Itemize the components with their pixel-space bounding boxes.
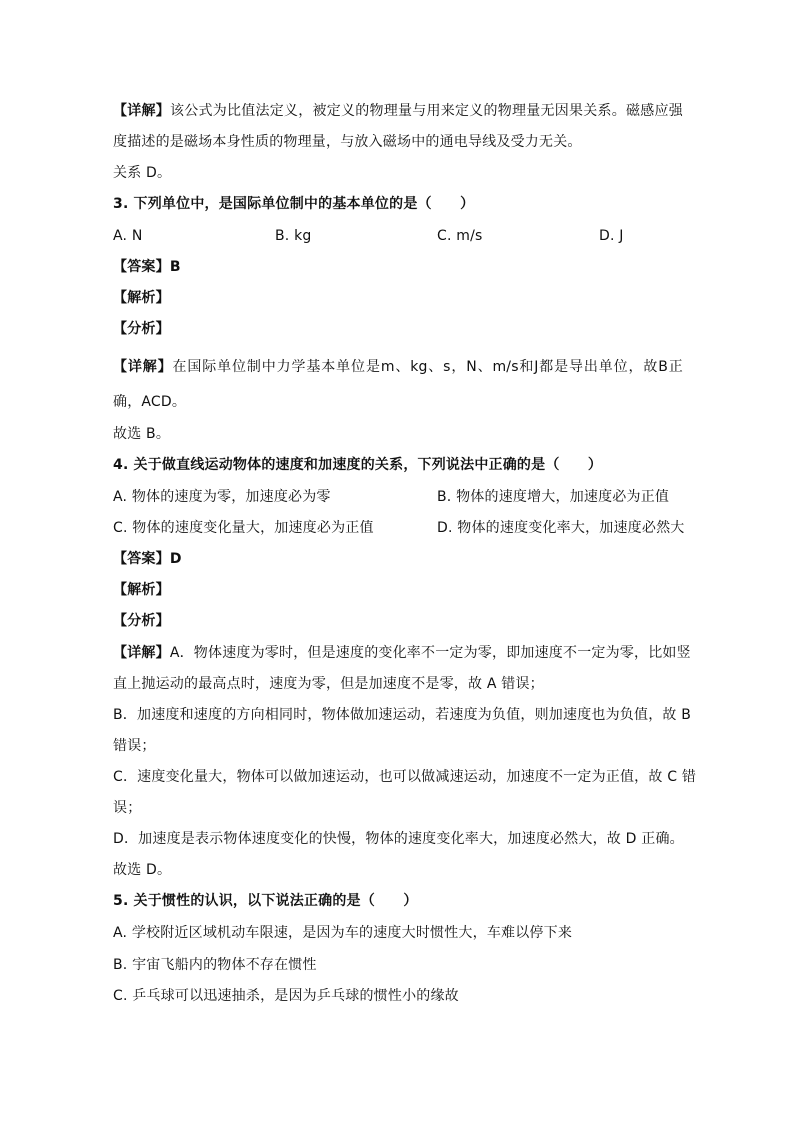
q3-detail-text-1: 在国际单位制中力学基本单位是m、kg、s，N、m/s和J都是导出单位，故B正 [172, 359, 683, 375]
q4-stem: 4. 关于做直线运动物体的速度和加速度的关系，下列说法中正确的是（ ） [113, 457, 603, 473]
q4-analysis-tag: 【解析】 [113, 582, 170, 598]
q4-detail-a-line-1 [113, 645, 691, 661]
q4-detail-c-line-2: 误； [113, 800, 142, 816]
q2-detail-tag: 【详解】 [113, 103, 171, 119]
q5-stem: 5. 关于惯性的认识，以下说法正确的是（ ） [113, 893, 418, 909]
q3-option-a: A. N [113, 228, 143, 244]
q3-detail-tag: 【详解】 [113, 359, 173, 375]
q4-detail-b-line-2: 错误； [113, 738, 156, 754]
q3-answer-value: B [169, 259, 181, 275]
q3-analysis-tag: 【解析】 [113, 290, 170, 306]
q4-option-c: C. 物体的速度变化量大，加速度必为正值 [113, 520, 374, 536]
q4-option-d: D. 物体的速度变化率大，加速度必然大 [437, 520, 685, 536]
q3-option-b: B. kg [275, 228, 312, 244]
q3-fenxi-tag: 【分析】 [113, 321, 170, 337]
q4-answer-value: D [169, 551, 182, 567]
q4-answer [113, 552, 182, 566]
q4-detail-b-line-1: B．加速度和速度的方向相同时，物体做加速运动，若速度为负值，则加速度也为负值，故 B [113, 707, 692, 723]
q3-detail-line-2: 确，ACD。 [113, 394, 187, 410]
q4-detail-a-text-1: A．物体速度为零时，但是速度的变化率不一定为零，即加速度不一定为零，比如竖 [169, 645, 691, 661]
q3-answer-tag: 【答案】 [113, 259, 170, 275]
q2-detail-text-1: 该公式为比值法定义，被定义的物理量与用来定义的物理量无因果关系。磁感应强 [170, 103, 683, 119]
q4-detail-a-line-2: 直上抛运动的最高点时，速度为零，但是加速度不是零，故 A 错误； [113, 676, 544, 692]
q5-option-c: C. 乒乓球可以迅速抽杀，是因为乒乓球的惯性小的缘故 [113, 988, 459, 1004]
q5-option-b: B. 宇宙飞船内的物体不存在惯性 [113, 957, 317, 973]
q4-answer-tag: 【答案】 [113, 551, 170, 567]
q3-detail-line-1 [113, 360, 683, 374]
q4-detail-d-line-1: D．加速度是表示物体速度变化的快慢，物体的速度变化率大，加速度必然大，故 D 正确。 [113, 831, 684, 847]
q4-option-b: B. 物体的速度增大，加速度必为正值 [437, 489, 670, 505]
q4-detail-c-line-1: C．速度变化量大，物体可以做加速运动，也可以做减速运动，加速度不一定为正值，故 C 错 [113, 769, 697, 785]
q5-option-a: A. 学校附近区域机动车限速，是因为车的速度大时惯性大，车难以停下来 [113, 925, 573, 941]
q4-detail-tag: 【详解】 [113, 645, 170, 661]
q3-conclusion: 故选 B。 [113, 426, 171, 442]
q2-conclusion: 关系 D。 [113, 165, 172, 181]
q4-fenxi-tag: 【分析】 [113, 613, 170, 629]
q3-stem: 3. 下列单位中，是国际单位制中的基本单位的是（ ） [113, 196, 475, 212]
q2-detail-line-2: 度描述的是磁场本身性质的物理量，与放入磁场中的通电导线及受力无关。 [113, 134, 582, 150]
q4-conclusion: 故选 D。 [113, 862, 172, 878]
q3-answer [113, 260, 181, 274]
q2-detail-line-1 [113, 104, 683, 118]
q3-option-c: C. m/s [437, 228, 483, 244]
q3-option-d: D. J [599, 228, 624, 244]
q4-option-a: A. 物体的速度为零，加速度必为零 [113, 489, 331, 505]
